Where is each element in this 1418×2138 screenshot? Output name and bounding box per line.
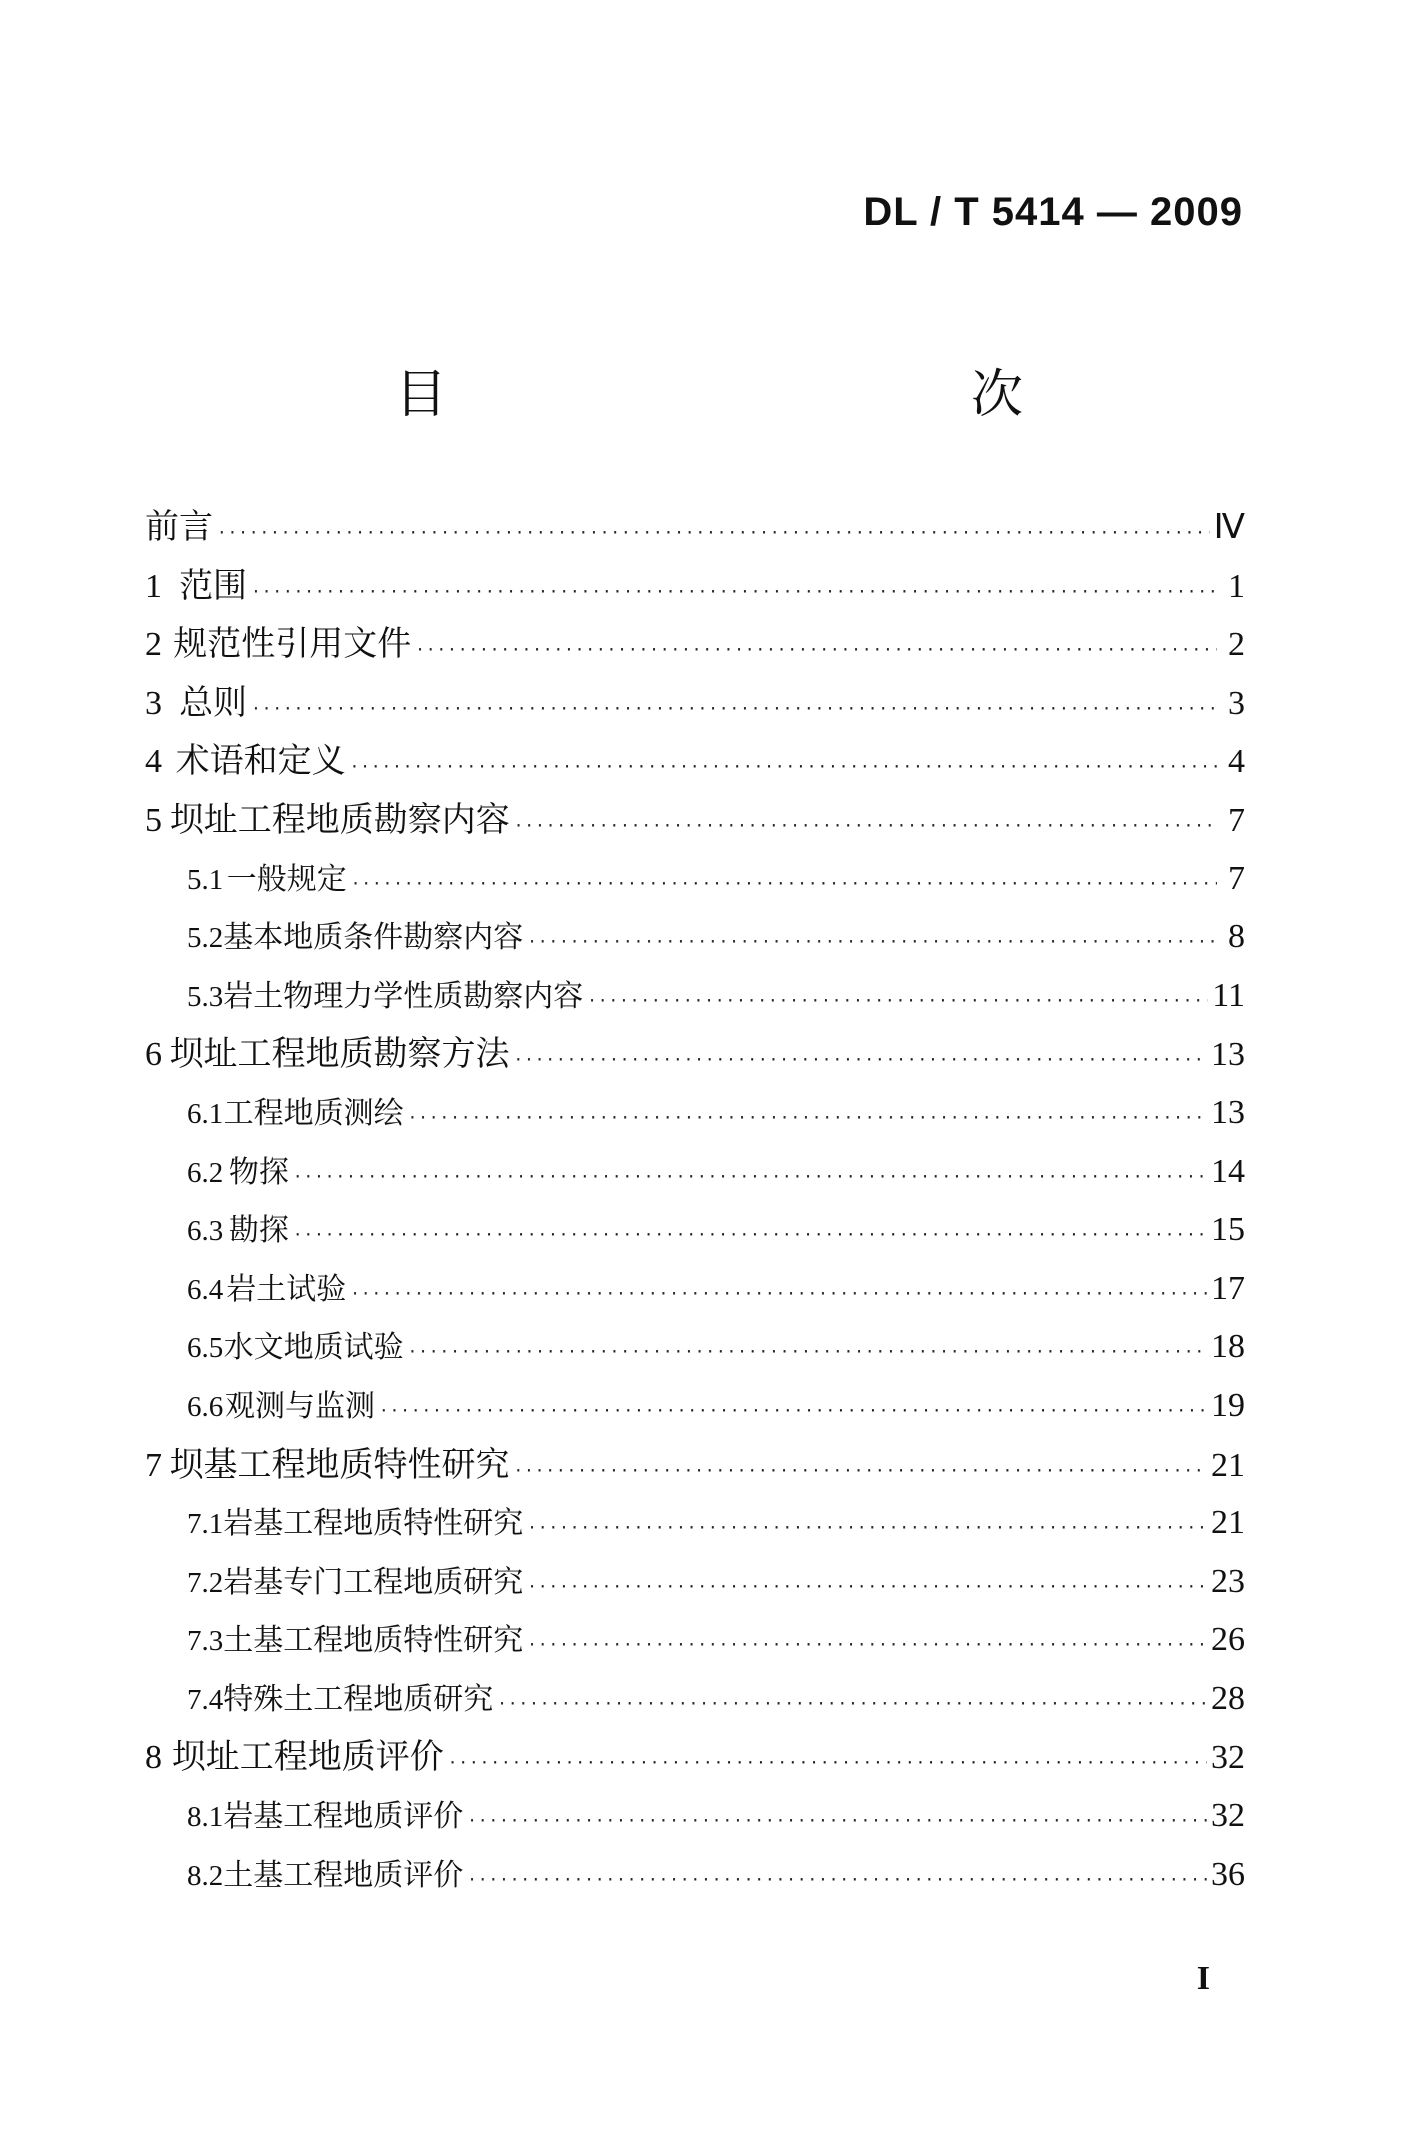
toc-entry-number: 7.1	[187, 1508, 224, 1541]
toc-entry-5-3[interactable]	[145, 967, 1245, 1026]
toc-entry-page: 7	[1228, 801, 1245, 839]
toc-entry-label: 水文地质试验	[223, 1330, 404, 1366]
toc-entry-number: 7.3	[187, 1625, 224, 1658]
toc-dot-leader	[350, 1265, 1207, 1324]
toc-entry-7-1[interactable]	[145, 1494, 1245, 1553]
toc-entry-label: 基本地质条件勘察内容	[223, 920, 524, 956]
toc-dot-leader	[408, 1089, 1207, 1148]
toc-entry-5-2[interactable]	[145, 908, 1245, 967]
toc-entry-page: 17	[1211, 1269, 1245, 1307]
toc-entry-label: 坝基工程地质特性研究	[169, 1444, 510, 1485]
toc-entry-foreword[interactable]	[145, 498, 1245, 557]
toc-entry-page: 28	[1211, 1679, 1245, 1717]
toc-entry-label: 土基工程地质特性研究	[223, 1623, 524, 1659]
toc-dot-leader	[351, 855, 1217, 914]
toc-entry-number: 6.5	[187, 1332, 224, 1365]
toc-entry-4[interactable]	[145, 732, 1245, 791]
toc-entry-page: 23	[1211, 1562, 1245, 1600]
toc-entry-page: 8	[1228, 918, 1245, 956]
toc-entry-label: 一般规定	[226, 861, 347, 897]
toc-entry-page: 11	[1212, 976, 1245, 1014]
standard-code: DL / T 5414 — 2009	[863, 190, 1243, 234]
toc-entry-number: 8	[145, 1739, 162, 1777]
toc-entry-8-2[interactable]	[145, 1846, 1245, 1905]
toc-entry-page: 14	[1211, 1152, 1245, 1190]
toc-entry-number: 5.2	[187, 922, 224, 955]
toc-entry-page: 26	[1211, 1621, 1245, 1659]
toc-title: 目 次	[394, 365, 1163, 425]
toc-entry-7-2[interactable]	[145, 1553, 1245, 1612]
toc-entry-page: 7	[1228, 859, 1245, 897]
toc-entry-page: 18	[1211, 1328, 1245, 1366]
toc-dot-leader	[293, 1206, 1207, 1265]
toc-entry-page: 32	[1211, 1739, 1245, 1777]
toc-entry-8[interactable]	[145, 1728, 1245, 1787]
toc-entry-label: 坝址工程地质评价	[171, 1737, 444, 1778]
toc-entry-label: 规范性引用文件	[173, 624, 412, 665]
toc-entry-page: 15	[1211, 1211, 1245, 1249]
toc-entry-label: 总则	[179, 682, 248, 723]
toc-entry-page: 13	[1211, 1036, 1245, 1074]
toc-entry-number: 8.1	[187, 1801, 224, 1834]
toc-entry-page: 4	[1228, 743, 1245, 781]
toc-dot-leader	[467, 1792, 1207, 1851]
toc-dot-leader	[251, 680, 1217, 739]
toc-entry-label: 岩土物理力学性质勘察内容	[223, 978, 584, 1014]
toc-entry-7-4[interactable]	[145, 1670, 1245, 1729]
toc-dot-leader	[379, 1382, 1207, 1441]
toc-entry-6-4[interactable]	[145, 1260, 1245, 1319]
toc-entry-number: 2	[145, 626, 162, 664]
toc-dot-leader	[527, 1558, 1207, 1617]
toc-entry-6-3[interactable]	[145, 1201, 1245, 1260]
toc-dot-leader	[415, 621, 1217, 680]
toc-entry-page: 21	[1211, 1446, 1245, 1484]
toc-dot-leader	[514, 797, 1217, 856]
toc-dot-leader	[513, 1031, 1207, 1090]
toc-entry-label: 前言	[145, 507, 213, 547]
toc-entry-page: 21	[1211, 1504, 1245, 1542]
toc-entry-label: 土基工程地质评价	[223, 1857, 464, 1893]
toc-entry-5-1[interactable]	[145, 850, 1245, 909]
toc-entry-6-1[interactable]	[145, 1084, 1245, 1143]
toc-entry-label: 岩基工程地质评价	[223, 1799, 464, 1835]
toc-entry-number: 5.1	[187, 863, 224, 896]
toc-entry-number: 6.4	[187, 1273, 224, 1306]
toc-entry-label: 物探	[228, 1154, 289, 1190]
toc-entry-number: 6	[145, 1036, 162, 1074]
toc-entry-label: 坝址工程地质勘察内容	[169, 799, 510, 840]
toc-entry-number: 7	[145, 1446, 162, 1484]
toc-entry-6-5[interactable]	[145, 1318, 1245, 1377]
toc-entry-number: 4	[145, 743, 162, 781]
toc-entry-page: 13	[1211, 1093, 1245, 1131]
toc-entry-3[interactable]	[145, 674, 1245, 733]
toc-entry-label: 范围	[179, 565, 248, 606]
toc-entry-page: Ⅳ	[1213, 509, 1245, 546]
toc-entry-number: 8.2	[187, 1859, 224, 1892]
toc-entry-number: 3	[145, 684, 162, 722]
toc-dot-leader	[527, 1616, 1207, 1675]
toc-dot-leader	[527, 913, 1217, 972]
toc-entry-label: 观测与监测	[224, 1388, 375, 1424]
toc-entry-8-1[interactable]	[145, 1787, 1245, 1846]
toc-dot-leader	[293, 1148, 1207, 1207]
toc-entry-5[interactable]	[145, 791, 1245, 850]
toc-entry-6-6[interactable]	[145, 1377, 1245, 1436]
toc-entry-label: 坝址工程地质勘察方法	[169, 1034, 510, 1075]
toc-entry-label: 岩基专门工程地质研究	[223, 1564, 524, 1600]
toc-entry-number: 6.6	[187, 1390, 224, 1423]
toc-entry-page: 1	[1228, 567, 1245, 605]
toc-entry-page: 2	[1228, 626, 1245, 664]
toc-dot-leader	[251, 563, 1217, 622]
toc-entry-7-3[interactable]	[145, 1611, 1245, 1670]
table-of-contents	[145, 498, 1245, 1904]
toc-entry-label: 特殊土工程地质研究	[223, 1681, 494, 1717]
toc-entry-7[interactable]	[145, 1436, 1245, 1495]
toc-entry-1[interactable]	[145, 557, 1245, 616]
toc-dot-leader	[350, 738, 1217, 797]
toc-entry-number: 6.1	[187, 1097, 224, 1130]
toc-dot-leader	[408, 1323, 1207, 1382]
toc-dot-leader	[467, 1851, 1207, 1910]
toc-entry-number: 1	[145, 567, 162, 605]
toc-dot-leader	[217, 504, 1210, 563]
toc-entry-label: 术语和定义	[175, 741, 346, 782]
page-number: I	[1196, 1960, 1210, 1997]
toc-entry-label: 岩土试验	[226, 1271, 347, 1307]
toc-dot-leader	[513, 1442, 1207, 1501]
toc-entry-label: 工程地质测绘	[223, 1095, 404, 1131]
toc-entry-number: 6.3	[187, 1215, 224, 1248]
toc-entry-6-2[interactable]	[145, 1143, 1245, 1202]
toc-dot-leader	[497, 1675, 1207, 1734]
toc-entry-6[interactable]	[145, 1025, 1245, 1084]
toc-dot-leader	[527, 1499, 1207, 1558]
toc-entry-page: 19	[1211, 1386, 1245, 1424]
toc-entry-page: 3	[1228, 684, 1245, 722]
toc-entry-page: 36	[1211, 1855, 1245, 1893]
toc-dot-leader	[448, 1734, 1207, 1793]
toc-entry-number: 6.2	[187, 1156, 224, 1189]
toc-entry-label: 勘探	[228, 1213, 289, 1249]
toc-entry-number: 7.4	[187, 1683, 224, 1716]
toc-entry-number: 7.2	[187, 1566, 224, 1599]
toc-entry-number: 5.3	[187, 980, 224, 1013]
toc-entry-2[interactable]	[145, 615, 1245, 674]
toc-entry-number: 5	[145, 801, 162, 839]
toc-dot-leader	[587, 972, 1208, 1031]
toc-entry-page: 32	[1211, 1797, 1245, 1835]
toc-entry-label: 岩基工程地质特性研究	[223, 1506, 524, 1542]
